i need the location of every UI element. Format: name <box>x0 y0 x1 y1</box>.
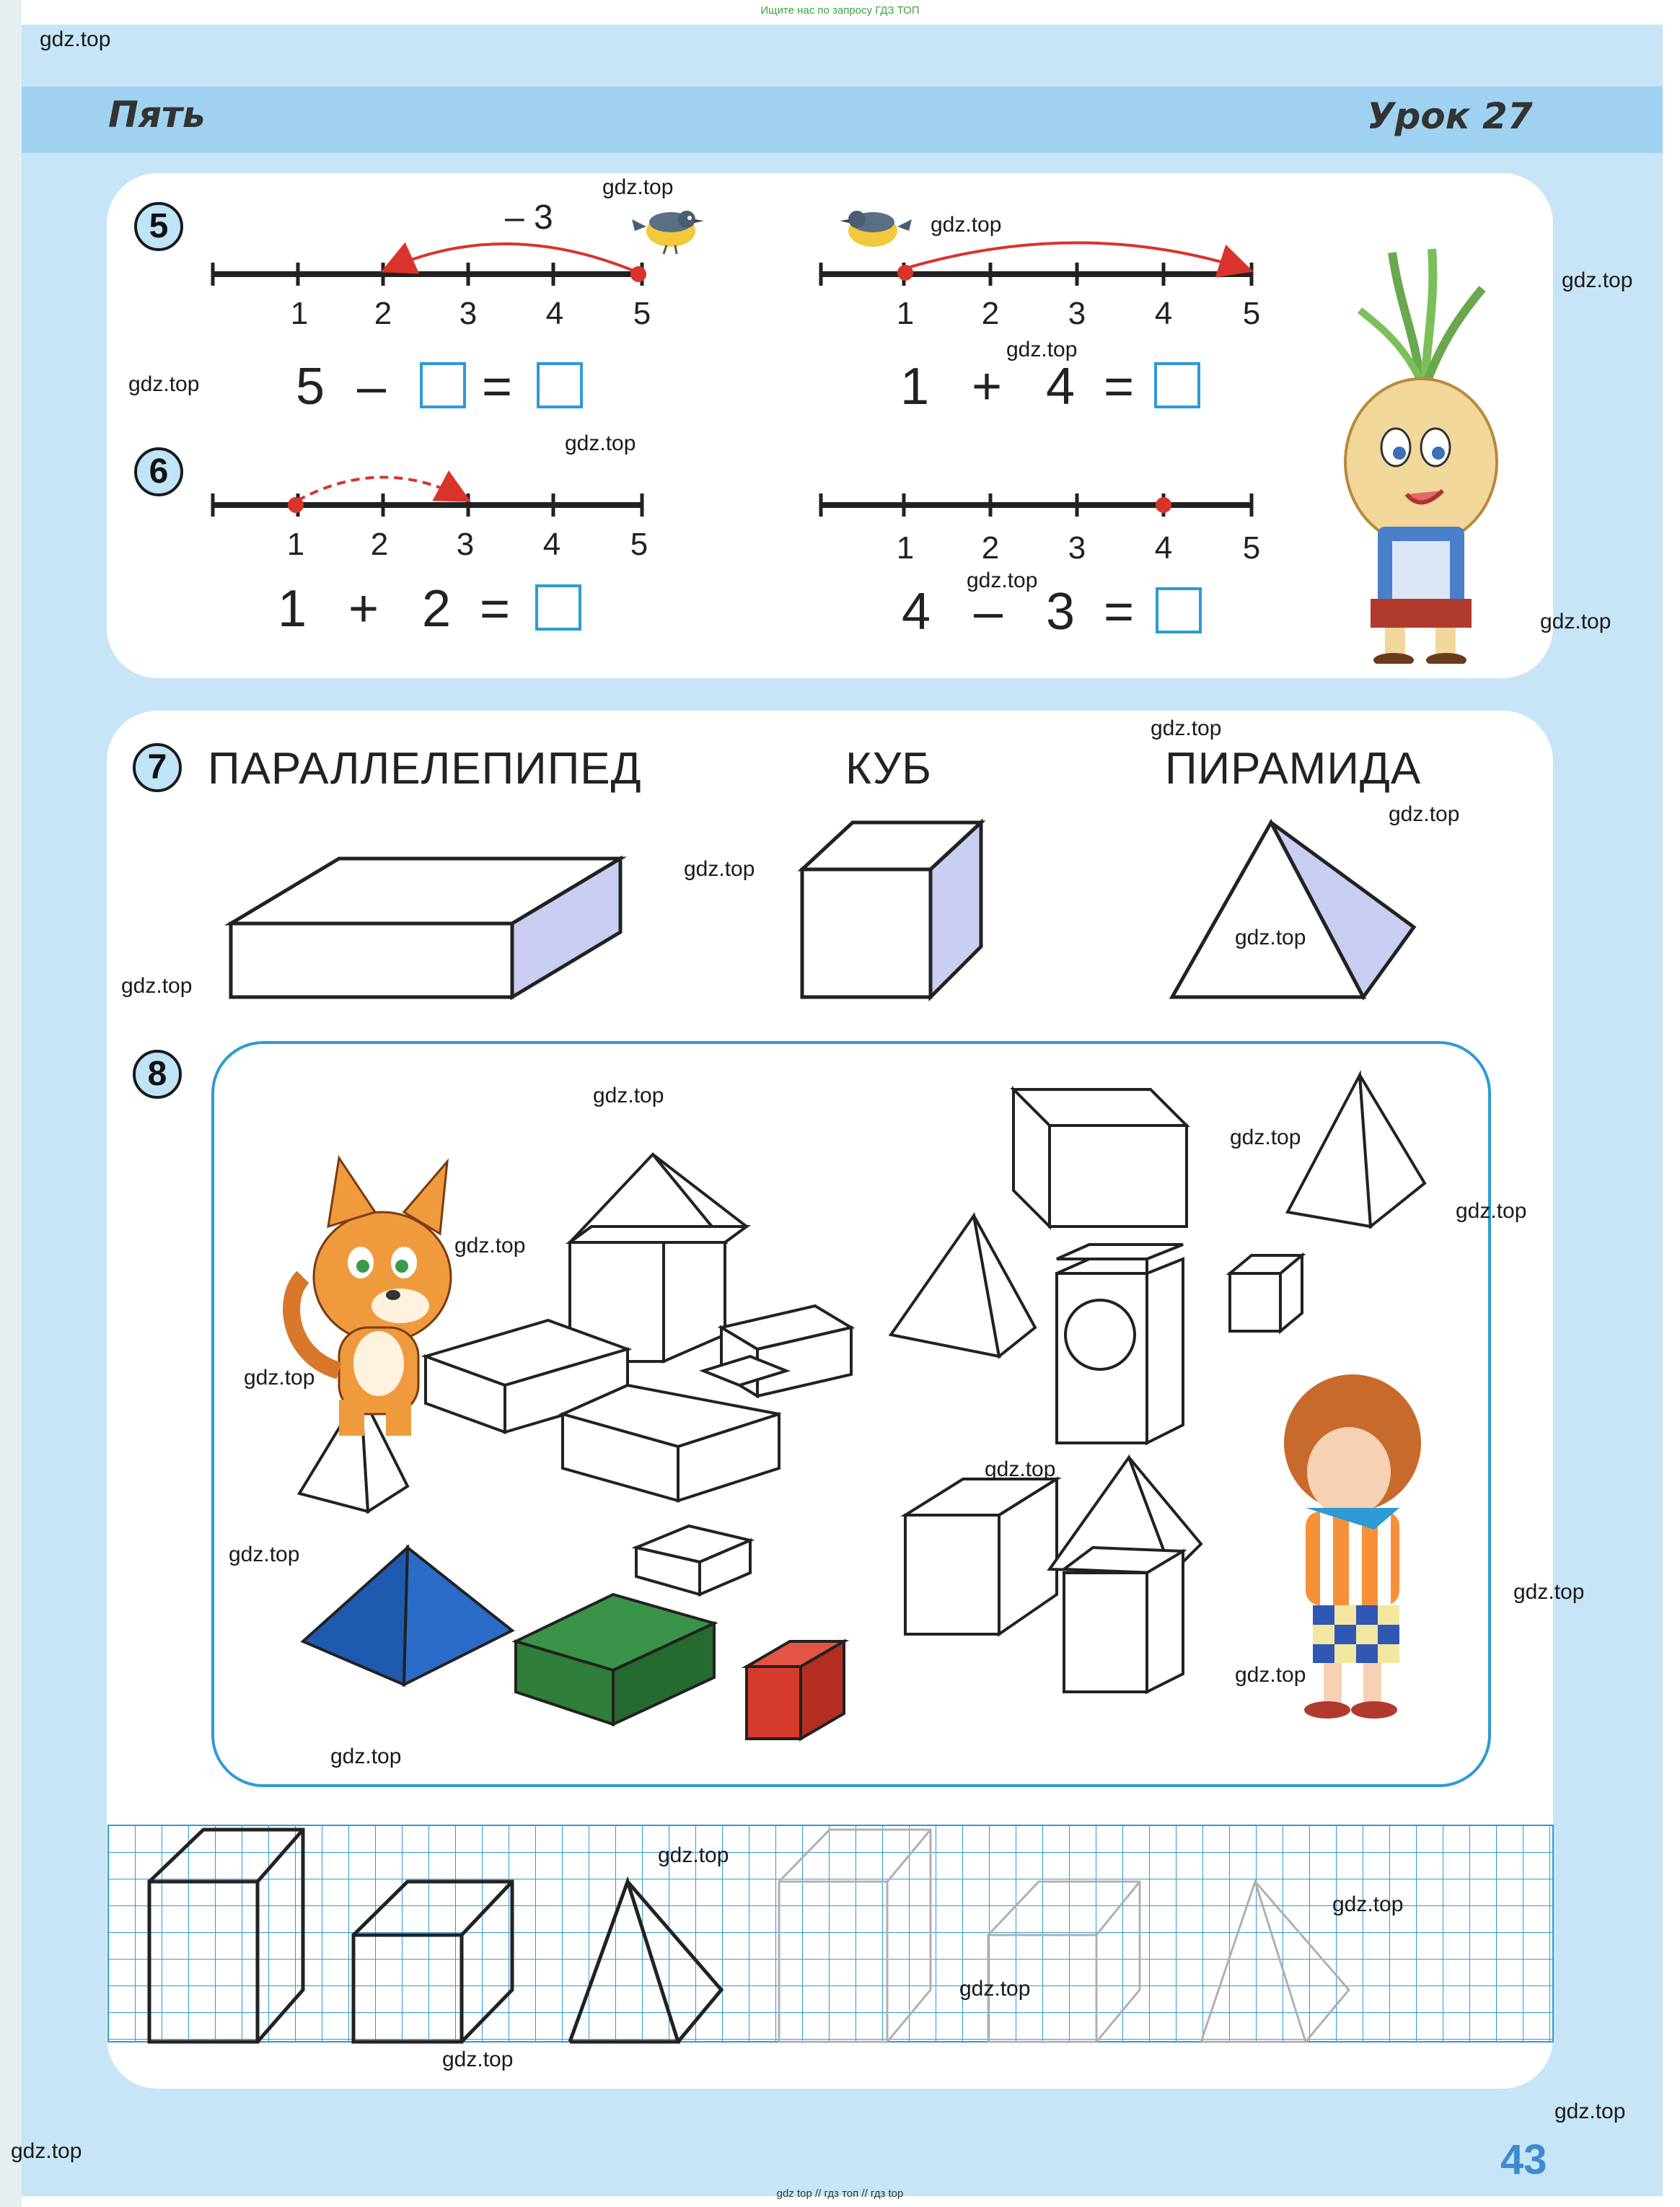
watermark-text: gdz.top <box>985 1457 1056 1481</box>
watermark-text: gdz.top <box>931 213 1002 237</box>
watermark-text: gdz.top <box>330 1745 402 1768</box>
tick-label: 3 <box>1068 530 1086 566</box>
equation-token: = <box>1104 358 1135 416</box>
watermark-text: gdz.top <box>593 1084 664 1107</box>
equation-token: 3 <box>1046 583 1076 641</box>
shape-title-cube: КУБ <box>845 744 932 794</box>
watermark-text: gdz.top <box>967 569 1038 592</box>
watermark-text: gdz.top <box>1235 1663 1306 1687</box>
task-number-8: 8 <box>133 1050 182 1099</box>
watermark-text: gdz.top <box>229 1543 300 1566</box>
tick-label: 4 <box>1154 530 1173 566</box>
equation-token: 4 <box>902 583 931 641</box>
equation-token: 1 <box>900 358 930 416</box>
equation-token: = <box>482 358 513 416</box>
page-number: 43 <box>1500 2136 1547 2183</box>
shape-title-parallelepiped: ПАРАЛЛЕЛЕПИПЕД <box>208 744 642 794</box>
watermark-text: gdz.top <box>121 974 193 998</box>
equation-token: – <box>357 358 387 416</box>
tick-label: 3 <box>456 527 475 562</box>
watermark-text: gdz.top <box>1006 338 1078 361</box>
task-number-7: 7 <box>133 743 182 792</box>
tick-label: 5 <box>1242 296 1261 331</box>
equation-token: 4 <box>1046 358 1076 416</box>
tick-label: 5 <box>633 296 651 331</box>
watermark-text: gdz.top <box>959 1977 1031 2001</box>
tick-label: 1 <box>290 296 309 331</box>
task-number-6: 6 <box>134 447 183 496</box>
tick-label: 1 <box>896 530 915 566</box>
watermark-text: gdz.top <box>1540 610 1611 633</box>
watermark-text: gdz.top <box>11 2139 82 2163</box>
tick-label: 2 <box>374 296 392 331</box>
arc-label: – 3 <box>505 198 553 237</box>
page-title-number-word: Пять <box>108 94 206 136</box>
watermark-text: gdz.top <box>1389 802 1460 826</box>
watermark-text: gdz.top <box>128 372 200 396</box>
tick-label: 5 <box>1242 530 1261 566</box>
lesson-title: Урок 27 <box>1367 95 1533 137</box>
watermark-text: gdz.top <box>565 431 636 455</box>
tick-label: 1 <box>286 527 305 562</box>
equation-token: = <box>480 580 511 638</box>
watermark-text: gdz.top <box>40 27 111 51</box>
watermark-text: gdz.top <box>244 1366 315 1390</box>
watermark-text: gdz.top <box>684 857 755 881</box>
tick-label: 2 <box>981 296 1000 331</box>
watermark-text: gdz.top <box>1332 1892 1404 1916</box>
equation-token: + <box>348 580 379 638</box>
equation-token: = <box>1104 583 1135 641</box>
equation-token: – <box>974 583 1003 641</box>
tick-label: 3 <box>1068 296 1086 331</box>
tick-label: 4 <box>542 527 561 562</box>
watermark-text: gdz.top <box>1151 716 1222 740</box>
tick-label: 4 <box>545 296 564 331</box>
watermark-text: gdz.top <box>1562 268 1633 292</box>
watermark-text: gdz.top <box>454 1234 526 1258</box>
watermark-text: gdz.top <box>658 1843 729 1867</box>
tick-label: 2 <box>370 527 389 562</box>
bottom-banner: gdz top // гдз топ // гдз top <box>776 2188 904 2200</box>
equation-token: 5 <box>296 358 325 416</box>
shape-title-pyramid: ПИРАМИДА <box>1165 744 1422 794</box>
tick-label: 2 <box>981 530 1000 566</box>
tick-label: 3 <box>459 296 478 331</box>
watermark-text: gdz.top <box>1554 2099 1626 2123</box>
watermark-text: gdz.top <box>1235 926 1306 949</box>
watermark-text: gdz.top <box>442 2048 514 2071</box>
watermark-text: gdz.top <box>1230 1126 1301 1149</box>
equation-token: 2 <box>422 580 452 638</box>
watermark-text: gdz.top <box>602 175 674 199</box>
tick-label: 4 <box>1154 296 1173 331</box>
top-banner: Ищите нас по запросу ГДЗ ТОП <box>760 4 920 17</box>
equation-token: + <box>972 358 1003 416</box>
equation-token: 1 <box>278 580 307 638</box>
task-number-5: 5 <box>134 202 183 251</box>
watermark-text: gdz.top <box>1513 1580 1585 1604</box>
tick-label: 5 <box>630 527 648 562</box>
tick-label: 1 <box>896 296 915 331</box>
watermark-text: gdz.top <box>1456 1199 1527 1223</box>
